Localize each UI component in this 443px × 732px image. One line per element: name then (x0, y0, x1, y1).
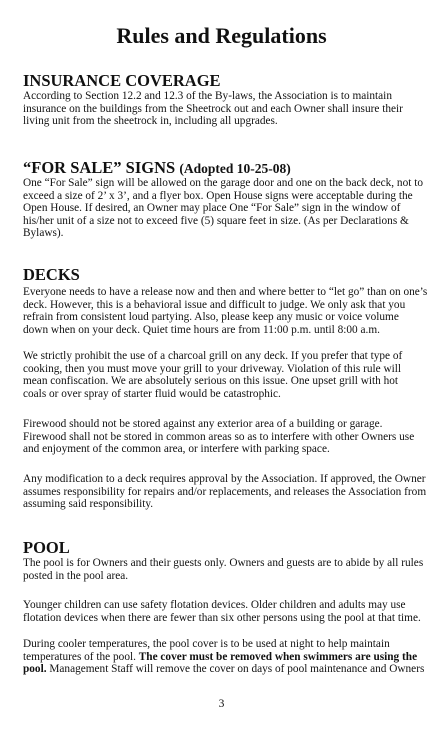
text-line: and enjoyment of the common area, or interfere with parking space. (23, 443, 330, 456)
decks-paragraph-firewood (23, 418, 414, 456)
section-heading-decks: DECKS (23, 265, 80, 284)
text-segment: temperatures of the pool. (23, 650, 139, 663)
page-title: Rules and Regulations (116, 23, 327, 48)
text-line: living unit from the sheetrock in, including all upgrades. (23, 115, 278, 128)
text-line: During cooler temperatures, the pool cover is to be used at night to help maintain (23, 638, 390, 650)
bold-text-segment: pool. (23, 663, 47, 676)
pool-paragraph-owners (23, 557, 423, 582)
text-line: down when on your deck. Quiet time hours are from 11:00 p.m. until 8:00 a.m. (23, 323, 380, 336)
text-line: his/her unit of a size not to exceed five (5) square feet in size. (As per Declarations & (23, 214, 409, 227)
insurance-paragraph (23, 90, 403, 128)
decks-paragraph-noise (23, 286, 427, 336)
text-line: Any modification to a deck requires approval by the Association. If approved, the Owner (23, 473, 426, 485)
for-sale-heading-note: (Adopted 10-25-08) (179, 161, 291, 176)
text-line: cooking, then you must move your grill to your driveway. Violation of this rule will (23, 362, 402, 375)
text-line: posted in the pool area. (23, 569, 129, 582)
decks-paragraph-grills (23, 350, 402, 400)
pool-paragraph-cover (23, 638, 424, 676)
text-line (23, 651, 424, 664)
decks-paragraph-modification (23, 473, 426, 511)
text-line: Everyone needs to have a release now and then and where better to “let go” than on one’s (23, 286, 428, 298)
text-line: One “For Sale” sign will be allowed on the garage door and one on the back deck, not to (23, 177, 423, 189)
text-line: Younger children can use safety flotation devices. Older children and adults may use (23, 599, 406, 611)
section-heading-pool: POOL (23, 538, 70, 557)
text-line: insurance on the buildings from the Sheetrock out and each Owner shall insure their (23, 102, 403, 115)
text-line: Firewood should not be stored against any exterior area of a building or garage. (23, 418, 383, 430)
text-line: According to Section 12.2 and 12.3 of the By-laws, the Association is to maintain (23, 90, 392, 102)
text-line: The pool is for Owners and their guests only. Owners and guests are to abide by all rules (23, 557, 424, 569)
text-line: refrain from consistent loud partying. Also, please keep any music or voice volume (23, 311, 399, 324)
pool-paragraph-flotation (23, 599, 421, 624)
section-heading-insurance: INSURANCE COVERAGE (23, 71, 221, 90)
text-line (23, 663, 424, 676)
text-segment: Management Staff will remove the cover on days of pool maintenance and Owners (46, 663, 425, 676)
text-line: We strictly prohibit the use of a charcoal grill on any deck. If you prefer that type of (23, 350, 403, 362)
text-line: assuming said responsibility. (23, 498, 154, 511)
section-heading-for-sale (23, 158, 291, 179)
text-line: mean confiscation. We are absolutely serious on this issue. One upset grill with hot (23, 375, 399, 388)
text-line: Firewood shall not be stored in common areas so as to interfere with other Owners use (23, 430, 415, 443)
text-line: Bylaws). (23, 227, 64, 240)
text-line: exceed a size of 2’ x 3’, and a flyer box. Open House signs were acceptable during the (23, 189, 413, 202)
bold-text-segment: The cover must be removed when swimmers are using the (138, 650, 418, 663)
page-number: 3 (218, 698, 225, 710)
for-sale-heading-text: “FOR SALE” SIGNS (23, 158, 176, 177)
text-line: flotation devices when there are fewer than six other persons using the pool at that time. (23, 611, 421, 624)
text-line: deck. However, this is a behavioral issue and difficult to judge. We only ask that you (23, 298, 406, 311)
text-line: coals or over spray of starter fluid would be catastrophic. (23, 387, 281, 400)
for-sale-paragraph (23, 177, 423, 240)
text-line: Open House. If desired, an Owner may place One “For Sale” sign in the window of (23, 202, 401, 215)
text-line: assumes responsibility for repairs and/or replacements, and releases the Association from (23, 485, 427, 498)
